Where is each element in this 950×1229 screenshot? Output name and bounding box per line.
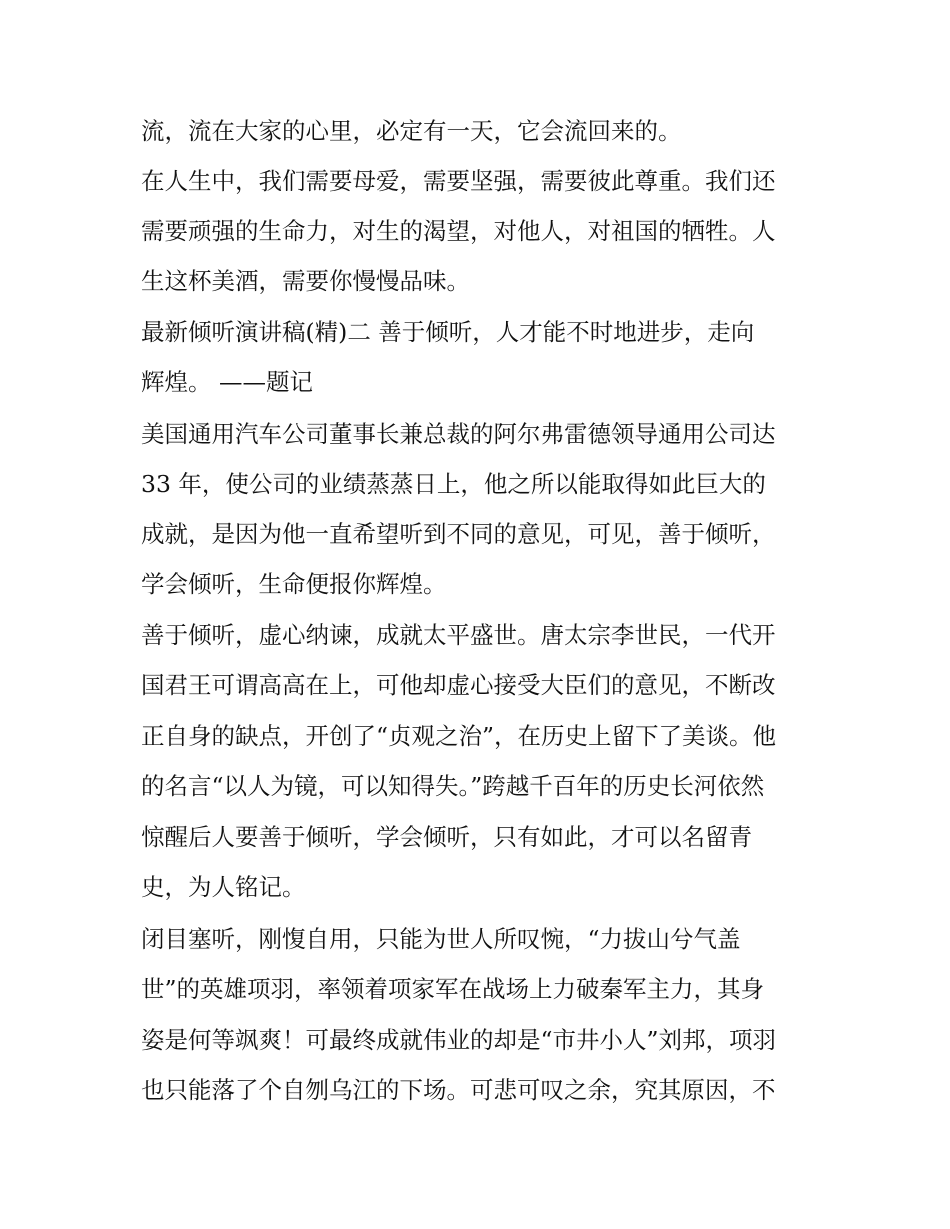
text-line: 需要顽强的生命力，对生的渴望，对他人，对祖国的牺牲。人 bbox=[141, 217, 776, 245]
text-line: 美国通用汽车公司董事长兼总裁的阿尔弗雷德领导通用公司达 bbox=[141, 420, 776, 448]
text-line: 闭目塞听，刚愎自用，只能为世人所叹惋，“力拔山兮气盖 bbox=[141, 925, 741, 953]
text-line: 也只能落了个自刎乌江的下场。可悲可叹之余，究其原因，不 bbox=[141, 1076, 776, 1104]
text-line: 最新倾听演讲稿(精)二 善于倾听，人才能不时地进步，走向 bbox=[141, 318, 755, 346]
text-line: 在人生中，我们需要母爱，需要坚强，需要彼此尊重。我们还 bbox=[141, 167, 776, 195]
text-line: 的名言“以人为镜，可以知得失。”跨越千百年的历史长河依然 bbox=[141, 772, 765, 800]
text-line: 流，流在大家的心里，必定有一天，它会流回来的。 bbox=[141, 117, 682, 145]
text-line: 史，为人铭记。 bbox=[141, 873, 306, 901]
text-line: 生这杯美酒，需要你慢慢品味。 bbox=[141, 267, 470, 295]
text-line: 学会倾听，生命便报你辉煌。 bbox=[141, 570, 447, 598]
text-line: 世”的英雄项羽，率领着项家军在战场上力破秦军主力，其身 bbox=[141, 975, 765, 1003]
text-line: 惊醒后人要善于倾听，学会倾听，只有如此，才可以名留青 bbox=[141, 823, 752, 851]
text-line: 善于倾听，虚心纳谏，成就太平盛世。唐太宗李世民，一代开 bbox=[141, 621, 776, 649]
text-line: 33 年，使公司的业绩蒸蒸日上，他之所以能取得如此巨大的 bbox=[141, 470, 766, 498]
text-line: 正自身的缺点，开创了“贞观之治”，在历史上留下了美谈。他 bbox=[141, 722, 777, 750]
text-line: 成就，是因为他一直希望听到不同的意见，可见，善于倾听， bbox=[141, 520, 776, 548]
text-line: 姿是何等飒爽！可最终成就伟业的却是“市井小人”刘邦，项羽 bbox=[141, 1026, 777, 1054]
text-line: 国君王可谓高高在上，可他却虚心接受大臣们的意见，不断改 bbox=[141, 671, 776, 699]
text-line: 辉煌。 ——题记 bbox=[141, 368, 313, 396]
